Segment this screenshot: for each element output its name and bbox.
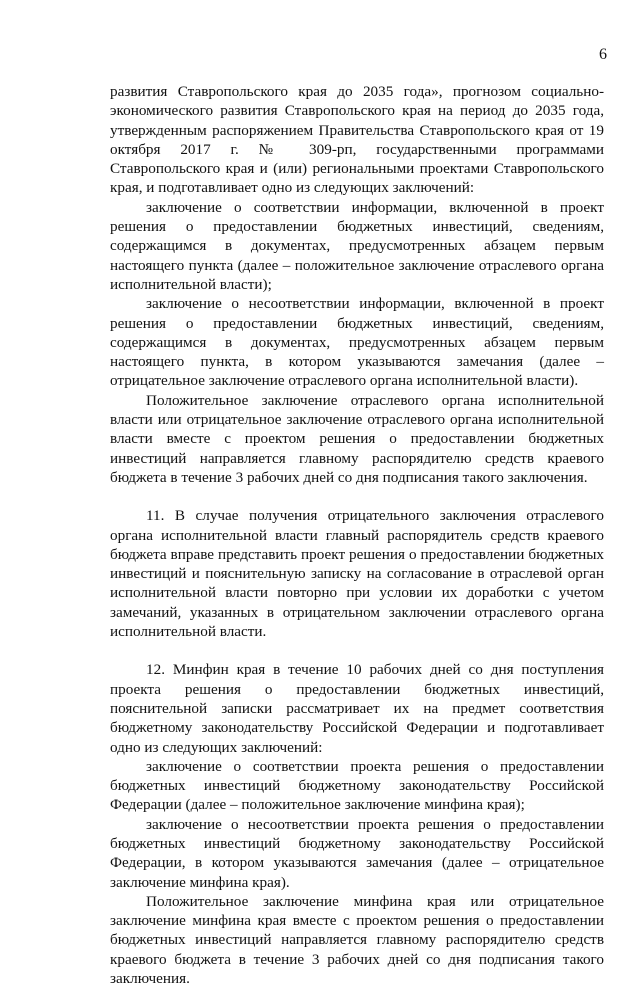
- paragraph-positive-conclusion-minfin: заключение о соответствии проекта решения о предоставлении бюджетных инвестиций бюджетному законодательству Российской Федерации (далее – положительное заключение минфина края);: [110, 757, 604, 814]
- paragraph-positive-conclusion-sector: заключение о соответствии информации, включенной в проект решения о предоставлении бюджетных инвестиций, сведениям, содержащимся в документах, предусмотренных абзацем первым настоящего пункта (далее – положительное заключение отраслевого органа исполнительной власти);: [110, 198, 604, 293]
- paragraph-negative-conclusion-minfin: заключение о несоответствии проекта решения о предоставлении бюджетных инвестиций бюджетному законодательству Российской Федерации, в котором указываются замечания (далее – отрицательное заключение минфина края).: [110, 815, 604, 891]
- paragraph-negative-conclusion-sector: заключение о несоответствии информации, включенной в проект решения о предоставлении бюджетных инвестиций, сведениям, содержащимся в документах, предусмотренных абзацем первым настоящего пункта, в котором указываются замечания (далее – отрицательное заключение отраслевого органа исполнительной власти).: [110, 295, 604, 390]
- document-body: [110, 82, 604, 988]
- paragraph-conclusion-forwarding-minfin: Положительное заключение минфина края или отрицательное заключение минфина края вместе с проектом решения о предоставлении бюджетных инвестиций направляется главному распорядителю средств краевого бюджета в течение 3 рабочих дней со дня подписания такого заключения.: [110, 892, 604, 988]
- paragraph-conclusion-forwarding-sector: Положительное заключение отраслевого органа исполнительной власти или отрицательное заключение отраслевого органа исполнительной власти вместе с проектом решения о предоставлении бюджетных инвестиций направляется главному распорядителю средств краевого бюджета в течение 3 рабочих дней со дня подписания такого заключения.: [110, 391, 604, 486]
- page-number: 6: [599, 46, 607, 63]
- paragraph-item-11: 11. В случае получения отрицательного заключения отраслевого органа исполнительной власти главный распорядитель средств краевого бюджета вправе представить проект решения о предоставлении бюджетных инвестиций и пояснительную записку на согласование в отраслевой орган исполнительной власти повторно при условии их доработки с учетом замечаний, указанных в отрицательном заключении отраслевого органа исполнительной власти.: [110, 507, 604, 641]
- paragraph-item-12: 12. Минфин края в течение 10 рабочих дней со дня поступления проекта решения о предоставлении бюджетных инвестиций, пояснительной записки рассматривает их на предмет соответствия бюджетному законодательству Российской Федерации и подготавливает одно из следующих заключений:: [110, 661, 604, 756]
- paragraph-continuation: развития Ставропольского края до 2035 года», прогнозом социально-экономического развития Ставропольского края на период до 2035 года, утвержденным распоряжением Правительства Ставропольского края от 19 октября 2017 г. № 309-рп, государственными программами Ставропольского края и (или) региональными проектами Ставропольского края, и подготавливает одно из следующих заключений:: [110, 83, 604, 197]
